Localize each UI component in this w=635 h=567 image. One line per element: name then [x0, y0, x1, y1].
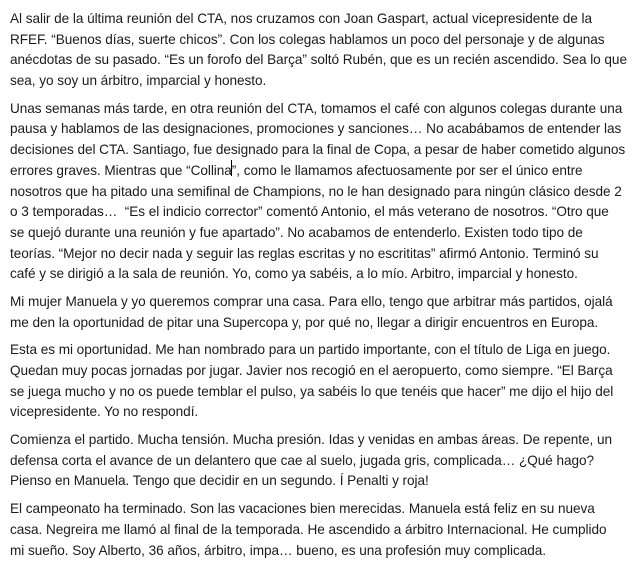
text-line: se quejó durante una reunión y fue apartado”. No acabamos de entenderlo. Existen todo tipo de: [10, 224, 583, 240]
text-line: [10, 161, 627, 182]
text-line: teorías. “Mejor no decir nada y seguir las reglas escritas y no escrititas” afirmó Antonio. Terminó su: [10, 245, 599, 261]
text-line: RFEF. “Buenos días, suerte chicos”. Con los colegas hablamos un poco del personaje y de algunas: [10, 31, 605, 47]
text-line: Quedan muy pocas jornadas por jugar. Javier nos recogió en el aeropuerto, como siempre. “El Barça: [10, 363, 613, 378]
text-line: sea, yo soy un árbitro, imparcial y honesto.: [10, 73, 267, 89]
text-line: vicepresidente. Yo no respondí.: [10, 404, 199, 420]
text-line: Al salir de la última reunión del CTA, nos cruzamos con Joan Gaspart, actual vicepresidente de la: [10, 11, 592, 26]
paragraph: [10, 430, 627, 492]
text-line: se juega mucho y no os puede temblar el pulso, ya sabéis lo que tenéis que hacer” me dijo el hijo del: [10, 383, 614, 399]
text-line: Esta es mi oportunidad. Me han nombrado para un partido importante, con el título de Liga en juego.: [10, 342, 611, 358]
text-line: Mi mujer Manuela y yo queremos comprar una casa. Para ello, tengo que arbitrar más partidos, ojalá: [10, 293, 613, 309]
text-after-cursor: ”, como le llamamos afectuosamente por ser el único entre: [231, 162, 583, 178]
text-line: decisiones del CTA. Santiago, fue designado para la final de Copa, a pesar de haber cometido algunos: [10, 142, 626, 158]
text-line: o 3 temporadas… “Es el indicio corrector” comentó Antonio, el más veterano de nosotros. “Otro que: [10, 204, 609, 220]
text-line: me den la oportunidad de pitar una Supercopa y, por qué no, llegar a dirigir encuentros en Europa.: [10, 314, 599, 330]
paragraph: [10, 9, 627, 92]
paragraph: [10, 340, 627, 423]
text-line: Unas semanas más tarde, en otra reunión del CTA, tomamos el café con algunos colegas durante una: [10, 100, 623, 116]
text-line: casa. Negreira me llamó al final de la temporada. He ascendido a árbitro Internacional. He cumplido: [10, 521, 607, 537]
text-line: El campeonato ha terminado. Son las vacaciones bien merecidas. Manuela está feliz en su nueva: [10, 501, 595, 517]
text-line: pausa y hablamos de las designaciones, promociones y sanciones… No acabábamos de entender las: [10, 121, 622, 137]
text-line: anécdotas de su pasado. “Es un forofo del Barça” soltó Rubén, que es un recién ascendido. Sea lo que: [10, 52, 627, 68]
text-line: café y se dirigió a la sala de reunión. Yo, como ya sabéis, a lo mío. Arbitro, imparcial y honesto.: [10, 266, 578, 282]
text-line: nosotros que ha pitado una semifinal de Champions, no le han designado para ningún clásico desde 2: [10, 183, 622, 199]
text-line: mi sueño. Soy Alberto, 36 años, árbitro, impa… bueno, es una profesión muy complicada.: [10, 542, 546, 558]
paragraph: [10, 499, 627, 561]
text-line: defensa corta el avance de un delantero que cae al suelo, jugada gris, complicada… ¿Qué hago?: [10, 452, 595, 468]
text-line: Comienza el partido. Mucha tensión. Mucha presión. Idas y venidas en ambas áreas. De repente, un: [10, 432, 612, 448]
text-line: Pienso en Manuela. Tengo que decidir en un segundo. Í Penalti y roja!: [10, 473, 429, 489]
paragraph: [10, 99, 627, 285]
text-before-cursor: errores graves. Mientras que “Collina: [10, 162, 232, 178]
paragraph: [10, 292, 627, 333]
